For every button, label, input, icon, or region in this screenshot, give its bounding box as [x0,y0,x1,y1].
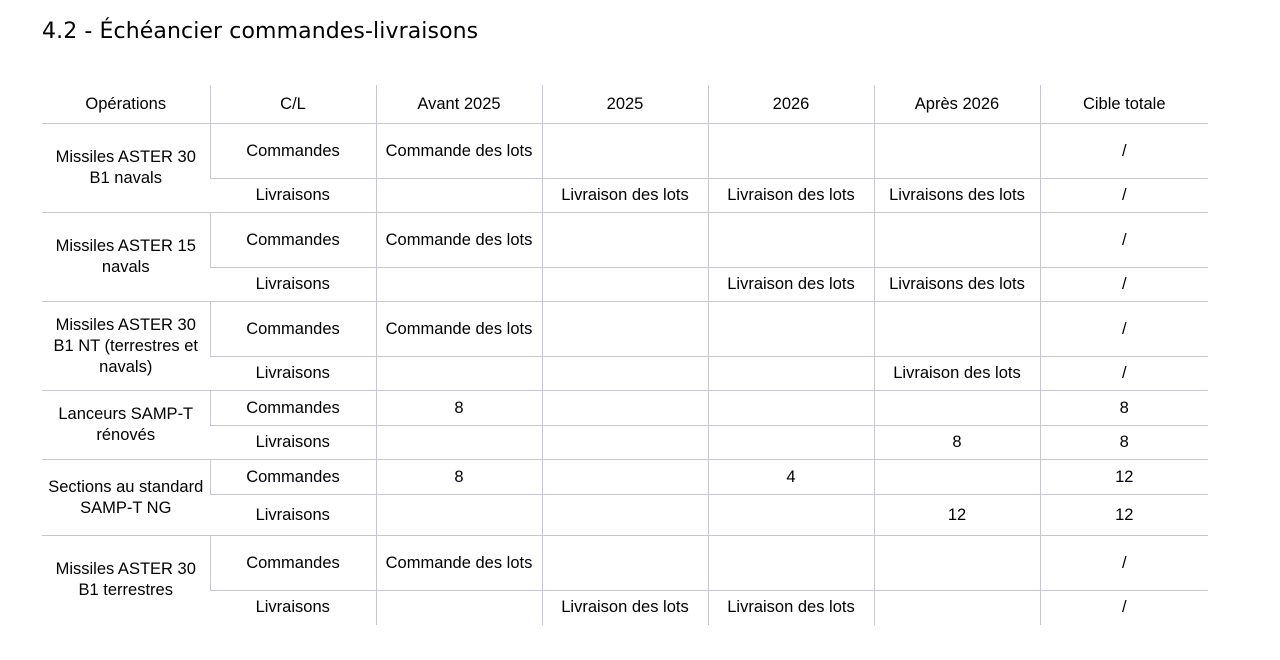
operation-name: Missiles ASTER 15 navals [42,213,210,302]
operation-name: Lanceurs SAMP-T rénovés [42,391,210,460]
cell-avant-2025 [376,591,542,625]
cell-avant-2025: Commande des lots [376,124,542,179]
table-row [42,357,1208,391]
table-row [42,536,1208,591]
cell-avant-2025: Commande des lots [376,302,542,357]
cl-type: Livraisons [210,179,376,213]
cell-avant-2025: 8 [376,391,542,426]
cell-apres-2026 [874,460,1040,495]
table-row [42,302,1208,357]
cl-type: Commandes [210,124,376,179]
operation-name: Sections au standard SAMP-T NG [42,460,210,536]
cell-2025 [542,268,708,302]
cell-2025 [542,213,708,268]
cell-2026: Livraison des lots [708,268,874,302]
cell-apres-2026: Livraisons des lots [874,179,1040,213]
cell-apres-2026 [874,391,1040,426]
cell-2025 [542,357,708,391]
cell-2026 [708,426,874,460]
table-row [42,268,1208,302]
cell-2026 [708,495,874,536]
header-operations: Opérations [85,94,167,113]
cell-cible-totale: / [1040,213,1208,268]
cl-type: Livraisons [210,357,376,391]
cell-2025 [542,536,708,591]
cell-2026: 4 [708,460,874,495]
cell-cible-totale: / [1040,124,1208,179]
cell-cible-totale: 8 [1040,391,1208,426]
header-avant-2025: Avant 2025 [376,85,542,124]
table-row [42,179,1208,213]
cell-cible-totale: / [1040,591,1208,625]
cell-avant-2025 [376,426,542,460]
operation-name: Missiles ASTER 30 B1 navals [42,124,210,213]
table-row [42,124,1208,179]
page-title: 4.2 - Échéancier commandes-livraisons [42,19,479,44]
cl-type: Commandes [210,213,376,268]
operation-name: Missiles ASTER 30 B1 NT (terrestres et navals) [42,302,210,391]
cell-cible-totale: / [1040,302,1208,357]
cell-apres-2026: 12 [874,495,1040,536]
cell-2025 [542,460,708,495]
cell-apres-2026: 8 [874,426,1040,460]
cell-apres-2026 [874,124,1040,179]
cell-cible-totale: 8 [1040,426,1208,460]
cell-2026 [708,357,874,391]
cell-2025: Livraison des lots [542,179,708,213]
header-apres-2026: Après 2026 [874,85,1040,124]
cell-2025 [542,495,708,536]
cell-2026 [708,302,874,357]
cl-type: Commandes [210,391,376,426]
cl-type: Livraisons [210,426,376,460]
cell-apres-2026 [874,536,1040,591]
schedule-table [42,85,1208,625]
table-row [42,591,1208,625]
cell-apres-2026 [874,302,1040,357]
header-cl: C/L [210,85,376,124]
cell-avant-2025: Commande des lots [376,536,542,591]
header-2026: 2026 [708,85,874,124]
cl-type: Commandes [210,302,376,357]
cell-avant-2025: Commande des lots [376,213,542,268]
cell-apres-2026 [874,213,1040,268]
operation-name: Missiles ASTER 30 B1 terrestres [42,536,210,625]
cell-apres-2026: Livraison des lots [874,357,1040,391]
cell-cible-totale: / [1040,268,1208,302]
cell-cible-totale: / [1040,357,1208,391]
table-row [42,426,1208,460]
cell-apres-2026: Livraisons des lots [874,268,1040,302]
cell-cible-totale: 12 [1040,460,1208,495]
cell-2026 [708,391,874,426]
cell-2025 [542,124,708,179]
table-row [42,460,1208,495]
header-2025: 2025 [542,85,708,124]
table-row [42,391,1208,426]
cell-avant-2025 [376,179,542,213]
cl-type: Livraisons [210,495,376,536]
cl-type: Commandes [210,460,376,495]
table-header-row [42,85,1208,124]
cell-cible-totale: / [1040,179,1208,213]
cell-avant-2025 [376,495,542,536]
cell-avant-2025: 8 [376,460,542,495]
cell-2026: Livraison des lots [708,179,874,213]
cell-2026 [708,213,874,268]
cell-2025 [542,426,708,460]
cell-apres-2026 [874,591,1040,625]
table-row [42,495,1208,536]
cl-type: Commandes [210,536,376,591]
cl-type: Livraisons [210,268,376,302]
header-cible-totale: Cible totale [1040,85,1208,124]
cell-2026 [708,536,874,591]
cell-2025: Livraison des lots [542,591,708,625]
cell-2025 [542,391,708,426]
cl-type: Livraisons [210,591,376,625]
cell-2025 [542,302,708,357]
cell-avant-2025 [376,357,542,391]
table-row [42,213,1208,268]
cell-cible-totale: / [1040,536,1208,591]
cell-avant-2025 [376,268,542,302]
cell-2026 [708,124,874,179]
cell-cible-totale: 12 [1040,495,1208,536]
cell-2026: Livraison des lots [708,591,874,625]
